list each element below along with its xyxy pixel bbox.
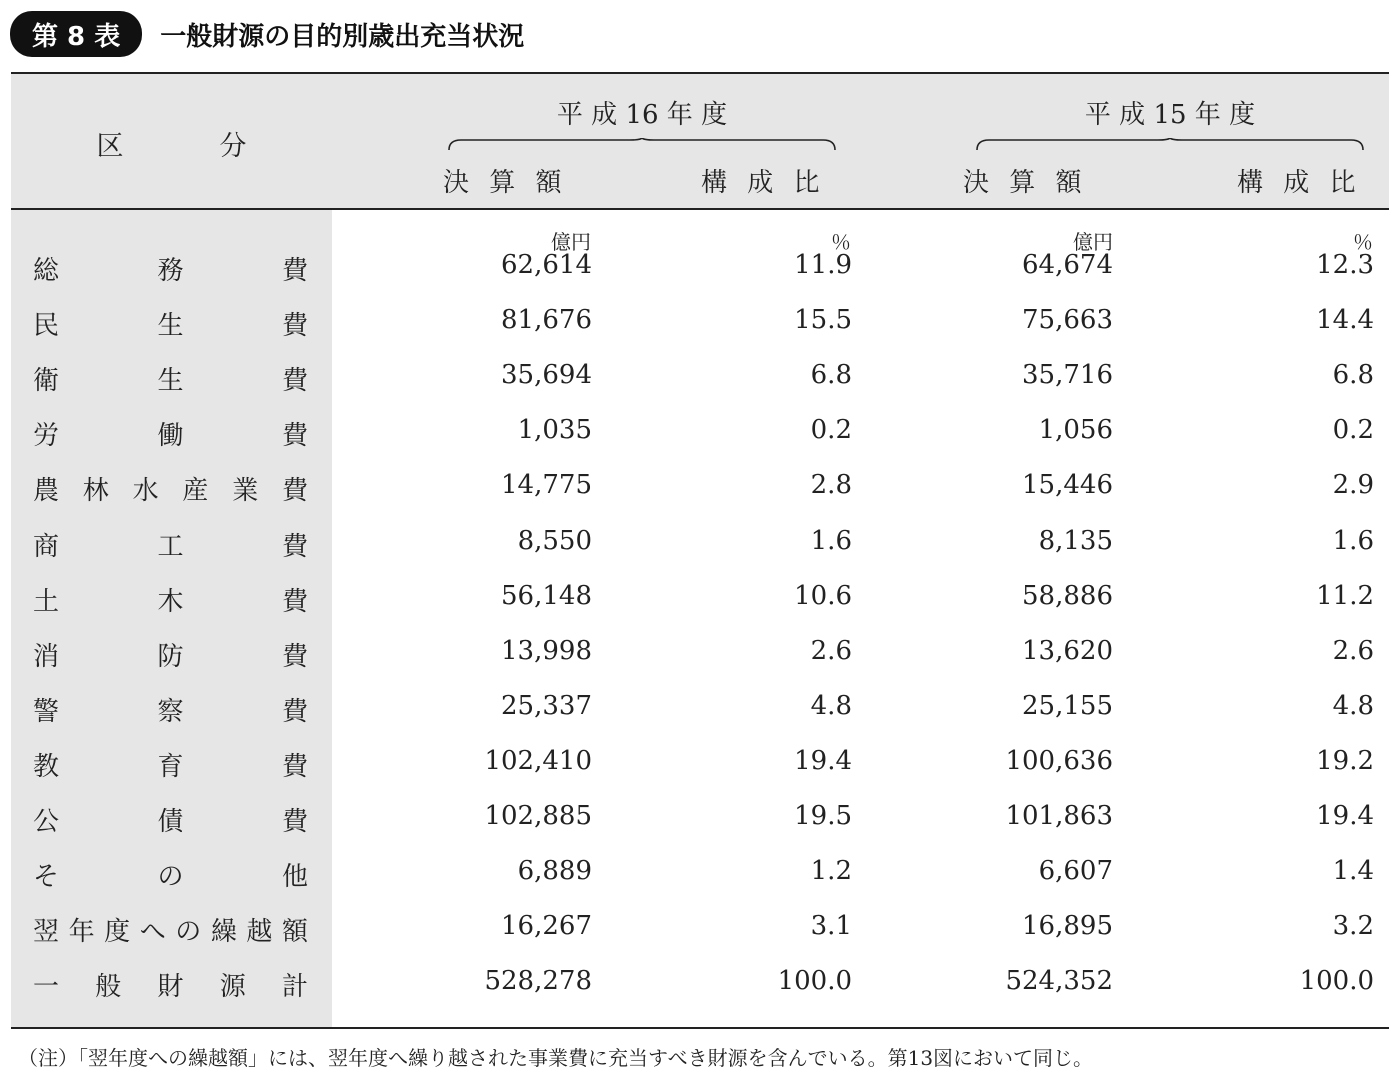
- row-label-char: 度: [104, 917, 131, 948]
- amount-2004-cell: 81,676: [501, 305, 592, 336]
- row-label: [33, 360, 308, 397]
- amount-2004-cell: 1,035: [517, 415, 592, 446]
- row-label: [33, 415, 308, 452]
- ratio-2004-cell: 15.5: [794, 305, 852, 336]
- ratio-2004-cell: 2.6: [810, 635, 852, 666]
- ratio-2004-cell: 6.8: [810, 360, 852, 391]
- row-label-char: 林: [82, 476, 109, 507]
- table-number-badge: 第 8 表: [10, 11, 142, 57]
- amount-2003-cell: 75,663: [1022, 305, 1113, 336]
- amount-2003-cell: 524,352: [1005, 966, 1113, 997]
- unit-ratio-previous: ％: [1353, 230, 1373, 254]
- header-kubun: [11, 74, 332, 212]
- ratio-2003-cell: 2.9: [1332, 470, 1374, 501]
- ratio-2004-cell: 1.2: [810, 856, 852, 887]
- row-label: [33, 470, 308, 507]
- ratio-2003-cell: 14.4: [1316, 305, 1374, 336]
- row-label: [33, 911, 308, 948]
- row-label: [33, 746, 308, 783]
- header-amount-previous: 決 算 額: [963, 168, 1088, 198]
- row-label: [33, 856, 308, 893]
- ratio-2004-cell: 2.8: [810, 470, 852, 501]
- unit-ratio-current: ％: [831, 230, 851, 254]
- amount-2003-cell: 1,056: [1038, 415, 1113, 446]
- row-label: [33, 581, 308, 618]
- table-row: [11, 415, 1389, 470]
- row-label-char: そ: [33, 862, 60, 893]
- row-label-char: 防: [157, 641, 184, 672]
- header-kubun-char: 区: [96, 130, 124, 162]
- brace-previous: [975, 138, 1365, 150]
- row-label-char: 警: [33, 696, 60, 727]
- ratio-2004-cell: 11.9: [794, 250, 852, 280]
- row-label-char: 消: [33, 641, 60, 672]
- table-row: [11, 911, 1389, 966]
- ratio-2003-cell: 100.0: [1299, 966, 1374, 997]
- row-label-char: 生: [157, 311, 184, 342]
- row-label-char: 費: [281, 531, 308, 562]
- row-label-char: 衛: [33, 366, 60, 397]
- amount-2003-cell: 35,716: [1022, 360, 1113, 391]
- ratio-2004-cell: 4.8: [810, 690, 852, 721]
- amount-2004-cell: 56,148: [501, 580, 592, 611]
- amount-2004-cell: 25,337: [501, 690, 592, 721]
- row-label: [33, 250, 308, 287]
- table-row: [11, 305, 1389, 360]
- row-label-char: 働: [157, 421, 184, 452]
- header-amount-current: 決 算 額: [443, 168, 568, 198]
- row-label-char: 商: [33, 531, 60, 562]
- unit-amount-previous: 億円: [1073, 230, 1113, 254]
- ratio-2003-cell: 6.8: [1332, 360, 1374, 391]
- row-label-char: 木: [157, 586, 184, 617]
- row-label: [33, 966, 308, 1003]
- row-label-char: 費: [281, 256, 308, 286]
- amount-2003-cell: 13,620: [1022, 635, 1113, 666]
- table-row: [11, 801, 1389, 856]
- ratio-2004-cell: 19.4: [794, 745, 852, 776]
- row-label-char: 農: [33, 476, 60, 507]
- row-label-char: 労: [33, 421, 60, 452]
- ratio-2003-cell: 1.6: [1332, 525, 1374, 556]
- row-label-char: 費: [281, 421, 308, 452]
- table-row: [11, 360, 1389, 415]
- row-label-char: の: [175, 917, 202, 948]
- row-label-char: 費: [281, 366, 308, 397]
- row-label: [33, 801, 308, 838]
- row-label-char: 翌: [33, 917, 60, 948]
- ratio-2004-cell: 100.0: [777, 966, 852, 997]
- amount-2004-cell: 13,998: [501, 635, 592, 666]
- amount-2004-cell: 102,885: [484, 801, 592, 831]
- amount-2003-cell: 64,674: [1022, 250, 1113, 280]
- row-label-char: 生: [157, 366, 184, 397]
- amount-2003-cell: 8,135: [1038, 525, 1113, 556]
- ratio-2003-cell: 4.8: [1332, 690, 1374, 721]
- row-label-char: 民: [33, 311, 60, 342]
- table-row: [11, 636, 1389, 691]
- row-label-char: 額: [281, 917, 308, 948]
- amount-2003-cell: 15,446: [1022, 470, 1113, 501]
- amount-2004-cell: 6,889: [517, 856, 592, 887]
- row-label-char: へ: [139, 917, 166, 948]
- row-label-char: 業: [232, 476, 259, 507]
- ratio-2003-cell: 2.6: [1332, 635, 1374, 666]
- row-label-char: 水: [132, 476, 159, 507]
- table-row: [11, 470, 1389, 525]
- ratio-2004-cell: 0.2: [810, 415, 852, 446]
- ratio-2003-cell: 1.4: [1332, 856, 1374, 887]
- row-label-char: 総: [33, 256, 60, 286]
- amount-2004-cell: 62,614: [501, 250, 592, 280]
- row-label-char: 財: [157, 972, 184, 1003]
- ratio-2003-cell: 0.2: [1332, 415, 1374, 446]
- row-label-char: 債: [157, 807, 184, 837]
- amount-2003-cell: 16,895: [1022, 911, 1113, 942]
- amount-2003-cell: 58,886: [1022, 580, 1113, 611]
- row-label-char: 計: [281, 972, 308, 1003]
- row-label-char: 土: [33, 586, 60, 617]
- ratio-2003-cell: 11.2: [1316, 580, 1374, 611]
- row-label-char: 育: [157, 751, 184, 782]
- amount-2004-cell: 14,775: [501, 470, 592, 501]
- row-label-char: 費: [281, 311, 308, 342]
- table-row: [11, 526, 1389, 581]
- table-note: （注）「翌年度への繰越額」には、翌年度へ繰り越された事業費に充当すべき財源を含んでいる。第13図において同じ。: [18, 1046, 1094, 1070]
- row-label-char: 察: [157, 696, 184, 727]
- row-label-char: 般: [95, 972, 122, 1003]
- table-row: [11, 966, 1389, 1021]
- row-label-char: 一: [33, 972, 60, 1003]
- amount-2004-cell: 528,278: [484, 966, 592, 997]
- ratio-2003-cell: 12.3: [1316, 250, 1374, 280]
- table-bottom-rule: [11, 1027, 1389, 1029]
- table-header: [11, 72, 1389, 210]
- header-year-previous: 平 成 15 年 度: [1084, 100, 1256, 130]
- amount-2003-cell: 100,636: [1005, 745, 1113, 776]
- row-label-char: の: [157, 862, 184, 893]
- unit-amount-current: 億円: [551, 230, 591, 254]
- header-ratio-current: 構 成 比: [701, 168, 826, 198]
- row-label-char: 年: [68, 917, 95, 948]
- header-kubun-char: 分: [219, 130, 247, 162]
- table-row: [11, 856, 1389, 911]
- title-bar: [10, 10, 524, 58]
- ratio-2004-cell: 1.6: [810, 525, 852, 556]
- amount-2004-cell: 16,267: [501, 911, 592, 942]
- row-label-char: 費: [281, 696, 308, 727]
- row-label-char: 務: [157, 256, 184, 286]
- table-row: [11, 691, 1389, 746]
- row-label-char: 費: [281, 807, 308, 837]
- ratio-2004-cell: 10.6: [794, 580, 852, 611]
- brace-current: [447, 138, 837, 150]
- table-row: [11, 746, 1389, 801]
- table-row: [11, 581, 1389, 636]
- ratio-2003-cell: 19.4: [1316, 801, 1374, 831]
- row-label-char: 工: [157, 531, 184, 562]
- row-label-char: 他: [281, 862, 308, 893]
- table-title: 一般財源の目的別歳出充当状況: [160, 21, 525, 52]
- row-label: [33, 691, 308, 728]
- row-label-char: 費: [281, 751, 308, 782]
- amount-2003-cell: 101,863: [1005, 801, 1113, 831]
- amount-2004-cell: 35,694: [501, 360, 592, 391]
- row-label-char: 産: [182, 476, 209, 507]
- row-label: [33, 636, 308, 673]
- amount-2003-cell: 25,155: [1022, 690, 1113, 721]
- ratio-2003-cell: 19.2: [1316, 745, 1374, 776]
- table-row: [11, 250, 1389, 305]
- header-ratio-previous: 構 成 比: [1237, 168, 1362, 198]
- row-label-char: 源: [219, 972, 246, 1003]
- ratio-2003-cell: 3.2: [1332, 911, 1374, 942]
- row-label-char: 繰: [210, 917, 237, 948]
- amount-2003-cell: 6,607: [1038, 856, 1113, 887]
- row-label-char: 越: [246, 917, 273, 948]
- amount-2004-cell: 102,410: [484, 745, 592, 776]
- row-label-char: 費: [281, 586, 308, 617]
- row-label: [33, 526, 308, 563]
- data-table: [11, 72, 1389, 1029]
- row-label-char: 費: [281, 641, 308, 672]
- header-year-current: 平 成 16 年 度: [556, 100, 728, 130]
- row-label-char: 教: [33, 751, 60, 782]
- ratio-2004-cell: 3.1: [810, 911, 852, 942]
- ratio-2004-cell: 19.5: [794, 801, 852, 831]
- row-label-char: 公: [33, 807, 60, 837]
- row-label-char: 費: [281, 476, 308, 507]
- amount-2004-cell: 8,550: [517, 525, 592, 556]
- row-label: [33, 305, 308, 342]
